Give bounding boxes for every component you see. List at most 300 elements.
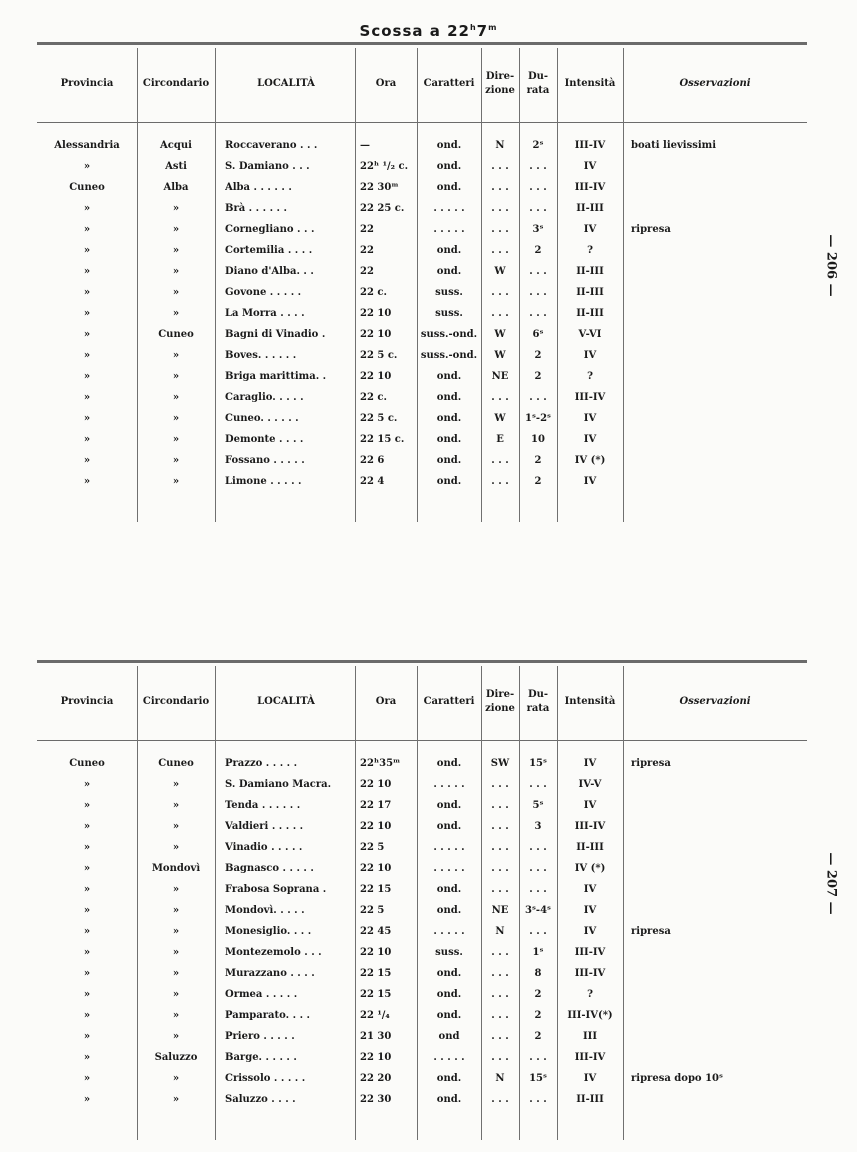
cell-direzione: SW <box>490 758 510 769</box>
header-rule <box>37 122 807 123</box>
cell-circondario: Cuneo <box>158 758 194 769</box>
cell-direzione: . . . <box>491 392 509 403</box>
cell-intensita: III-IV(*) <box>567 1010 613 1021</box>
cell-direzione: . . . <box>491 884 509 895</box>
cell-osservazioni <box>631 430 807 450</box>
cell-direzione: . . . <box>491 1094 509 1105</box>
cell-localita: Diano d'Alba. . . <box>225 266 314 277</box>
cell-osservazioni <box>631 472 807 492</box>
cell-osservazioni <box>631 901 807 921</box>
cell-ora: 22 10 <box>360 308 392 319</box>
cell-caratteri: ond. <box>436 1094 462 1105</box>
cell-osservazioni <box>631 964 807 984</box>
cell-ora: 22 5 c. <box>360 413 398 424</box>
cell-provincia: Cuneo <box>69 758 105 769</box>
cell-durata: 10 <box>531 434 545 445</box>
top-rule <box>37 660 807 663</box>
cell-provincia: Alessandria <box>54 140 120 151</box>
cell-intensita: IV <box>583 905 597 916</box>
table-row <box>37 241 807 261</box>
header-direzione: Dire- zione <box>485 71 515 96</box>
cell-localita: Valdieri . . . . . <box>225 821 304 832</box>
cell-osservazioni <box>631 283 807 303</box>
cell-ora: 22 15 <box>360 968 392 979</box>
cell-provincia: » <box>83 224 91 235</box>
cell-caratteri: . . . . . <box>433 779 465 790</box>
cell-localita: Bagnasco . . . . . <box>225 863 314 874</box>
cell-localita: Govone . . . . . <box>225 287 302 298</box>
cell-provincia: » <box>83 245 91 256</box>
cell-circondario: » <box>172 989 180 1000</box>
cell-ora: 22 15 <box>360 884 392 895</box>
cell-direzione: . . . <box>491 1010 509 1021</box>
cell-intensita: II-III <box>576 266 604 277</box>
header-ora: Ora <box>375 696 397 707</box>
header-circondario: Circondario <box>142 696 210 707</box>
header-circondario: Circondario <box>142 78 210 89</box>
cell-provincia: » <box>83 800 91 811</box>
header-caratteri: Caratteri <box>423 696 475 707</box>
cell-direzione: . . . <box>491 821 509 832</box>
cell-direzione: . . . <box>491 947 509 958</box>
cell-circondario: Cuneo <box>158 329 194 340</box>
cell-osservazioni <box>631 388 807 408</box>
cell-osservazioni <box>631 817 807 837</box>
cell-durata: . . . <box>529 779 547 790</box>
cell-circondario: » <box>172 1094 180 1105</box>
cell-osservazioni: boati lievissimi <box>631 140 717 151</box>
cell-direzione: . . . <box>491 779 509 790</box>
cell-circondario: Mondovì <box>151 863 201 874</box>
cell-caratteri: . . . . . <box>433 1052 465 1063</box>
header-durata: Du- rata <box>526 689 550 714</box>
cell-caratteri: . . . . . <box>433 926 465 937</box>
cell-circondario: » <box>172 926 180 937</box>
cell-caratteri: ond. <box>436 140 462 151</box>
cell-direzione: . . . <box>491 161 509 172</box>
cell-provincia: » <box>83 968 91 979</box>
cell-localita: Barge. . . . . . <box>225 1052 297 1063</box>
cell-provincia: » <box>83 287 91 298</box>
cell-osservazioni <box>631 367 807 387</box>
cell-localita: Demonte . . . . <box>225 434 304 445</box>
cell-intensita: IV <box>583 926 597 937</box>
cell-provincia: » <box>83 842 91 853</box>
cell-durata: 1ˢ-2ˢ <box>525 413 551 424</box>
cell-localita: Cornegliano . . . <box>225 224 315 235</box>
cell-osservazioni <box>631 838 807 858</box>
cell-durata: 2 <box>534 989 542 1000</box>
cell-localita: Boves. . . . . . <box>225 350 297 361</box>
header-provincia: Provincia <box>60 78 114 89</box>
cell-direzione: W <box>494 329 506 340</box>
cell-durata: . . . <box>529 842 547 853</box>
cell-durata: 2 <box>534 1031 542 1042</box>
cell-circondario: Acqui <box>160 140 192 151</box>
cell-circondario: » <box>172 266 180 277</box>
cell-ora: 22 <box>360 266 374 277</box>
header-ora: Ora <box>375 78 397 89</box>
table-row <box>37 775 807 795</box>
cell-intensita: III-IV <box>574 182 606 193</box>
cell-caratteri: ond. <box>436 392 462 403</box>
cell-osservazioni <box>631 985 807 1005</box>
cell-osservazioni <box>631 943 807 963</box>
header-provincia: Provincia <box>60 696 114 707</box>
cell-direzione: . . . <box>491 308 509 319</box>
cell-direzione: . . . <box>491 455 509 466</box>
table-row <box>37 178 807 198</box>
cell-caratteri: ond. <box>436 161 462 172</box>
cell-localita: Tenda . . . . . . <box>225 800 301 811</box>
cell-provincia: » <box>83 266 91 277</box>
cell-intensita: II-III <box>576 203 604 214</box>
cell-ora: — <box>360 140 370 151</box>
cell-durata: . . . <box>529 308 547 319</box>
table-row <box>37 451 807 471</box>
cell-intensita: III-IV <box>574 140 606 151</box>
table-row <box>37 220 807 240</box>
cell-localita: Priero . . . . . <box>225 1031 295 1042</box>
cell-circondario: Saluzzo <box>154 1052 198 1063</box>
page-number-206: — 206 — <box>823 234 839 297</box>
cell-osservazioni: ripresa <box>631 224 671 235</box>
cell-osservazioni <box>631 262 807 282</box>
cell-durata: 15ˢ <box>529 758 547 769</box>
cell-direzione: N <box>495 1073 505 1084</box>
cell-caratteri: ond. <box>436 455 462 466</box>
header-localita: LOCALITÀ <box>257 696 315 707</box>
cell-provincia: » <box>83 1031 91 1042</box>
table-row <box>37 985 807 1005</box>
cell-osservazioni <box>631 859 807 879</box>
cell-intensita: IV <box>583 1073 597 1084</box>
cell-durata: . . . <box>529 1052 547 1063</box>
table-row <box>37 1090 807 1110</box>
cell-ora: 22 5 <box>360 905 385 916</box>
cell-durata: 2 <box>534 350 542 361</box>
header-caratteri: Caratteri <box>423 78 475 89</box>
table-row <box>37 817 807 837</box>
cell-ora: 22 c. <box>360 287 387 298</box>
cell-direzione: NE <box>491 371 509 382</box>
cell-intensita: V-VI <box>578 329 602 340</box>
cell-direzione: . . . <box>491 989 509 1000</box>
cell-ora: 22 6 <box>360 455 385 466</box>
table-row <box>37 430 807 450</box>
table-row <box>37 1069 807 1089</box>
cell-caratteri: ond. <box>436 266 462 277</box>
cell-ora: 22 c. <box>360 392 387 403</box>
cell-osservazioni <box>631 178 807 198</box>
cell-ora: 22 15 <box>360 989 392 1000</box>
cell-durata: 3ˢ-4ˢ <box>525 905 551 916</box>
cell-ora: 22 10 <box>360 1052 392 1063</box>
cell-osservazioni <box>631 451 807 471</box>
cell-localita: Bagni di Vinadio . <box>225 329 326 340</box>
cell-osservazioni <box>631 1090 807 1110</box>
cell-localita: Briga marittima. . <box>225 371 327 382</box>
cell-osservazioni <box>631 880 807 900</box>
table-row <box>37 1006 807 1026</box>
cell-ora: 22 20 <box>360 1073 392 1084</box>
cell-provincia: » <box>83 392 91 403</box>
cell-provincia: » <box>83 989 91 1000</box>
cell-localita: Limone . . . . . <box>225 476 302 487</box>
header-durata: Du- rata <box>526 71 550 96</box>
cell-caratteri: ond. <box>436 905 462 916</box>
cell-durata: 8 <box>534 968 542 979</box>
header-rule <box>37 740 807 741</box>
cell-circondario: » <box>172 1073 180 1084</box>
cell-circondario: » <box>172 1010 180 1021</box>
cell-caratteri: ond. <box>436 434 462 445</box>
cell-direzione: . . . <box>491 224 509 235</box>
cell-direzione: N <box>495 926 505 937</box>
cell-ora: 22 10 <box>360 371 392 382</box>
cell-provincia: » <box>83 1073 91 1084</box>
cell-intensita: IV <box>583 350 597 361</box>
table-row <box>37 859 807 879</box>
cell-provincia: » <box>83 350 91 361</box>
cell-localita: S. Damiano Macra. <box>225 779 332 790</box>
cell-localita: Murazzano . . . . <box>225 968 315 979</box>
cell-provincia: » <box>83 413 91 424</box>
cell-circondario: » <box>172 968 180 979</box>
cell-ora: 22 30 <box>360 1094 392 1105</box>
cell-osservazioni: ripresa <box>631 758 671 769</box>
cell-durata: . . . <box>529 182 547 193</box>
cell-durata: . . . <box>529 1094 547 1105</box>
cell-intensita: ? <box>587 371 593 382</box>
cell-direzione: W <box>494 350 506 361</box>
cell-intensita: II-III <box>576 287 604 298</box>
cell-ora: 21 30 <box>360 1031 392 1042</box>
cell-caratteri: suss.-ond. <box>420 350 478 361</box>
table-row <box>37 922 807 942</box>
cell-direzione: W <box>494 413 506 424</box>
cell-circondario: » <box>172 203 180 214</box>
cell-caratteri: ond. <box>436 245 462 256</box>
cell-durata: 2ˢ <box>532 140 544 151</box>
cell-circondario: » <box>172 245 180 256</box>
table-row <box>37 367 807 387</box>
cell-ora: 22 <box>360 224 374 235</box>
cell-intensita: IV <box>583 476 597 487</box>
cell-circondario: » <box>172 392 180 403</box>
cell-ora: 22 10 <box>360 329 392 340</box>
cell-osservazioni <box>631 199 807 219</box>
cell-provincia: » <box>83 1010 91 1021</box>
cell-caratteri: ond. <box>436 371 462 382</box>
cell-caratteri: ond <box>438 1031 460 1042</box>
cell-provincia: » <box>83 863 91 874</box>
cell-osservazioni <box>631 1027 807 1047</box>
cell-localita: Pamparato. . . . <box>225 1010 311 1021</box>
cell-durata: 1ˢ <box>532 947 544 958</box>
cell-provincia: » <box>83 434 91 445</box>
cell-durata: 5ˢ <box>532 800 544 811</box>
cell-caratteri: ond. <box>436 968 462 979</box>
cell-intensita: III-IV <box>574 947 606 958</box>
cell-ora: 22 10 <box>360 863 392 874</box>
cell-provincia: » <box>83 947 91 958</box>
cell-localita: Prazzo . . . . . <box>225 758 298 769</box>
cell-provincia: » <box>83 926 91 937</box>
cell-circondario: » <box>172 224 180 235</box>
cell-localita: Cuneo. . . . . . <box>225 413 299 424</box>
cell-direzione: . . . <box>491 476 509 487</box>
cell-caratteri: ond. <box>436 800 462 811</box>
cell-localita: Caraglio. . . . . <box>225 392 304 403</box>
cell-provincia: » <box>83 308 91 319</box>
cell-localita: Frabosa Soprana . <box>225 884 327 895</box>
cell-ora: 22 45 <box>360 926 392 937</box>
cell-direzione: N <box>495 140 505 151</box>
cell-circondario: » <box>172 476 180 487</box>
cell-circondario: » <box>172 287 180 298</box>
cell-provincia: » <box>83 1052 91 1063</box>
cell-localita: Monesiglio. . . . <box>225 926 312 937</box>
cell-localita: Fossano . . . . . <box>225 455 305 466</box>
cell-durata: 6ˢ <box>532 329 544 340</box>
cell-ora: 22ʰ ¹/₂ c. <box>360 161 409 172</box>
header-intensita: Intensità <box>564 78 616 89</box>
cell-intensita: III-IV <box>574 968 606 979</box>
cell-direzione: . . . <box>491 182 509 193</box>
cell-circondario: » <box>172 905 180 916</box>
cell-caratteri: suss. <box>435 287 463 298</box>
table-header <box>37 666 807 738</box>
top-rule <box>37 42 807 45</box>
cell-ora: 22 10 <box>360 947 392 958</box>
cell-osservazioni <box>631 325 807 345</box>
header-localita: LOCALITÀ <box>257 78 315 89</box>
cell-circondario: » <box>172 371 180 382</box>
cell-durata: 2 <box>534 1010 542 1021</box>
cell-intensita: IV <box>583 434 597 445</box>
header-direzione: Dire- zione <box>485 689 515 714</box>
cell-provincia: » <box>83 779 91 790</box>
cell-circondario: » <box>172 842 180 853</box>
cell-ora: 22 4 <box>360 476 385 487</box>
cell-caratteri: ond. <box>436 1010 462 1021</box>
cell-caratteri: suss. <box>435 947 463 958</box>
cell-durata: . . . <box>529 161 547 172</box>
cell-caratteri: ond. <box>436 182 462 193</box>
cell-intensita: II-III <box>576 842 604 853</box>
cell-caratteri: ond. <box>436 758 462 769</box>
cell-intensita: IV (*) <box>574 455 606 466</box>
cell-osservazioni <box>631 157 807 177</box>
cell-direzione: . . . <box>491 1031 509 1042</box>
table-row <box>37 157 807 177</box>
cell-durata: . . . <box>529 203 547 214</box>
cell-ora: 22 10 <box>360 821 392 832</box>
page-number-207: — 207 — <box>823 852 839 915</box>
cell-direzione: . . . <box>491 245 509 256</box>
cell-provincia: » <box>83 821 91 832</box>
cell-ora: 22 10 <box>360 779 392 790</box>
cell-caratteri: ond. <box>436 884 462 895</box>
cell-caratteri: suss. <box>435 308 463 319</box>
cell-osservazioni: ripresa dopo 10ˢ <box>631 1073 723 1084</box>
cell-direzione: . . . <box>491 968 509 979</box>
cell-direzione: . . . <box>491 203 509 214</box>
cell-intensita: III-IV <box>574 821 606 832</box>
cell-caratteri: . . . . . <box>433 842 465 853</box>
cell-circondario: » <box>172 308 180 319</box>
cell-caratteri: suss.-ond. <box>420 329 478 340</box>
cell-ora: 22 <box>360 245 374 256</box>
cell-caratteri: ond. <box>436 476 462 487</box>
table-row <box>37 388 807 408</box>
table-page-207 <box>37 660 807 1140</box>
cell-durata: . . . <box>529 287 547 298</box>
cell-intensita: IV <box>583 413 597 424</box>
cell-provincia: » <box>83 476 91 487</box>
cell-caratteri: ond. <box>436 413 462 424</box>
cell-intensita: IV-V <box>578 779 602 790</box>
cell-durata: . . . <box>529 266 547 277</box>
table-row <box>37 199 807 219</box>
table-row <box>37 901 807 921</box>
table-row <box>37 409 807 429</box>
cell-osservazioni <box>631 241 807 261</box>
cell-circondario: » <box>172 434 180 445</box>
cell-direzione: . . . <box>491 842 509 853</box>
table-row <box>37 1027 807 1047</box>
cell-localita: Montezemolo . . . <box>225 947 322 958</box>
cell-intensita: IV <box>583 884 597 895</box>
cell-direzione: W <box>494 266 506 277</box>
cell-intensita: III-IV <box>574 1052 606 1063</box>
table-row <box>37 880 807 900</box>
cell-osservazioni <box>631 409 807 429</box>
table-row <box>37 325 807 345</box>
cell-osservazioni <box>631 1048 807 1068</box>
cell-provincia: » <box>83 455 91 466</box>
cell-durata: 3 <box>534 821 542 832</box>
cell-durata: . . . <box>529 392 547 403</box>
cell-localita: Cortemilia . . . . <box>225 245 313 256</box>
cell-osservazioni <box>631 775 807 795</box>
cell-direzione: . . . <box>491 863 509 874</box>
cell-intensita: III-IV <box>574 392 606 403</box>
header-osservazioni: Osservazioni <box>679 696 751 707</box>
cell-direzione: NE <box>491 905 509 916</box>
cell-provincia: » <box>83 203 91 214</box>
table-row <box>37 472 807 492</box>
cell-durata: 2 <box>534 371 542 382</box>
table-header <box>37 48 807 120</box>
cell-circondario: » <box>172 413 180 424</box>
cell-localita: Alba . . . . . . <box>225 182 292 193</box>
table-row <box>37 943 807 963</box>
cell-localita: Mondovì. . . . . <box>225 905 305 916</box>
cell-caratteri: . . . . . <box>433 224 465 235</box>
cell-provincia: » <box>83 1094 91 1105</box>
table-row <box>37 796 807 816</box>
cell-durata: 2 <box>534 245 542 256</box>
table-row <box>37 346 807 366</box>
cell-osservazioni <box>631 304 807 324</box>
cell-localita: Ormea . . . . . <box>225 989 298 1000</box>
cell-intensita: ? <box>587 245 593 256</box>
cell-durata: . . . <box>529 863 547 874</box>
cell-ora: 22 15 c. <box>360 434 405 445</box>
cell-provincia: » <box>83 161 91 172</box>
